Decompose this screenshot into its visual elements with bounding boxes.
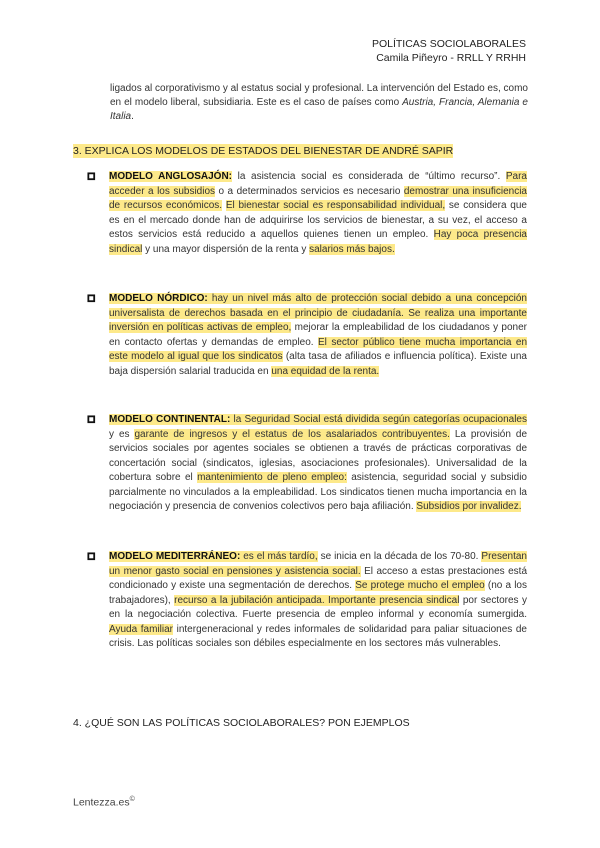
model-text: o a determinados servicios es necesario xyxy=(215,185,404,197)
intro-paragraph xyxy=(110,82,528,124)
model-text: se inicia en la década de los 70-80. xyxy=(317,551,482,562)
highlight-text: Ayuda familiar xyxy=(109,623,174,635)
highlight-text: salarios más bajos. xyxy=(309,243,395,255)
highlight-text: es el más tardío, xyxy=(240,551,318,562)
highlight-text: Presentan un menor gasto social en pensiones y asistencia social. xyxy=(109,551,527,577)
model-title: MODELO MEDITERRÁNEO: xyxy=(109,551,241,562)
highlight-text: Subsidios por invalidez. xyxy=(416,501,522,512)
highlight-text: la Seguridad Social está dividida según categorías ocupacionales xyxy=(230,414,527,425)
model-title: MODELO ANGLOSAJÓN: xyxy=(109,171,233,182)
section-3-heading: 3. EXPLICA LOS MODELOS DE ESTADOS DEL BIENESTAR DE ANDRÉ SAPIR xyxy=(73,145,454,157)
copyright-mark: © xyxy=(129,796,135,803)
model-continental xyxy=(87,413,527,515)
model-text: La provisión de servicios sociales por agentes sociales se obtienen a través de prácticas corporativas de concertación social (sindicatos, iglesias, asociaciones profesionales). Universalidad de la cobertura sobre el xyxy=(109,428,528,483)
highlight-text: mantenimiento de pleno empleo: xyxy=(197,472,347,483)
model-text: mejorar la empleabilidad de los ciudadanos y poner en contacto ofertas y demandas de empleo. xyxy=(109,322,527,348)
model-text: intergeneracional y redes informales de solidaridad para paliar situaciones de crisis. Las políticas sociales son débiles especialmente en los sectores más vulnerables. xyxy=(109,623,527,649)
highlight-text: una equidad de la renta. xyxy=(271,365,380,377)
model-anglosajon xyxy=(87,170,527,257)
highlight-text: El sector público tiene mucha importancia en este modelo al igual que los sindicatos xyxy=(109,336,528,362)
highlight-text: Se protege mucho el empleo xyxy=(355,580,485,591)
highlight-text: garante de ingresos y el estatus de los asalariados contribuyentes. xyxy=(134,428,450,440)
model-text: (alta tasa de afiliados e influencia política). Existe una baja dispersión salarial traducida en xyxy=(109,351,527,377)
intro-end: . xyxy=(131,111,134,122)
model-title: MODELO NÓRDICO: xyxy=(109,293,208,304)
model-text: (no a los trabajadores), xyxy=(109,580,527,606)
model-text: y una mayor dispersión de la renta y xyxy=(142,243,310,255)
header-author: Camila Piñeyro - RRLL Y RRHH xyxy=(376,52,526,64)
model-text: se considera que es en el mercado donde han de adquirirse los servicios de bienestar, a su vez, el acceso a estos servicios está reducido a aquellos quienes tienen un empleo. xyxy=(109,200,527,240)
section-4-heading: 4. ¿QUÉ SON LAS POLÍTICAS SOCIOLABORALES? PON EJEMPLOS xyxy=(73,717,410,729)
model-text: asistencia, seguridad social y subsidio parcialmente no vinculados a la empleabilidad. Los sindicatos tienen mucha importancia en la negociación y presencia de convenios colectivos pero baja afiliación. xyxy=(109,472,527,512)
model-text: y es xyxy=(109,428,135,440)
page-footer xyxy=(73,796,135,809)
highlight-text: El bienestar social es responsabilidad individual, xyxy=(225,200,446,211)
highlight-text: demostrar una insuficiencia de recursos económicos. xyxy=(109,185,527,211)
highlight-text: hay un nivel más alto de protección social debido a una concepción universalista de derechos basada en el principio de ciudadanía. Se realiza una importante inversión en políticas activas de empleo, xyxy=(109,293,527,333)
model-text: la asistencia social es considerada de “último recurso”. xyxy=(232,171,506,182)
checkbox-bullet-icon xyxy=(87,294,96,303)
model-mediterraneo xyxy=(87,550,527,652)
highlight-text: Hay poca presencia sindical xyxy=(109,229,527,255)
footer-brand: Lentezza.es xyxy=(73,796,130,809)
checkbox-bullet-icon xyxy=(87,552,96,561)
model-nordico xyxy=(87,292,527,379)
model-text: por sectores y en la negociación colectiva. Fuerte presencia de empleo informal y economía sumergida. xyxy=(109,594,527,620)
model-title: MODELO CONTINENTAL: xyxy=(109,414,231,425)
model-text: El acceso a estas prestaciones está condicionado y existe una segmentación de derechos. xyxy=(109,565,528,591)
highlight-text: recurso a la jubilación anticipada. Importante presencia sindical xyxy=(174,594,460,606)
checkbox-bullet-icon xyxy=(87,415,96,424)
checkbox-bullet-icon xyxy=(87,172,96,181)
intro-text: ligados al corporativismo y al estatus social y profesional. La intervención del Estado es, como en el modelo liberal, subsidiaria. Este es el caso de países como xyxy=(110,83,528,108)
highlight-text: Para acceder a los subsidios xyxy=(109,171,527,197)
page-header xyxy=(372,37,526,65)
intro-countries: Austria, Francia, Alemania e Italia xyxy=(110,97,528,122)
header-course-title: POLÍTICAS SOCIOLABORALES xyxy=(371,38,526,50)
